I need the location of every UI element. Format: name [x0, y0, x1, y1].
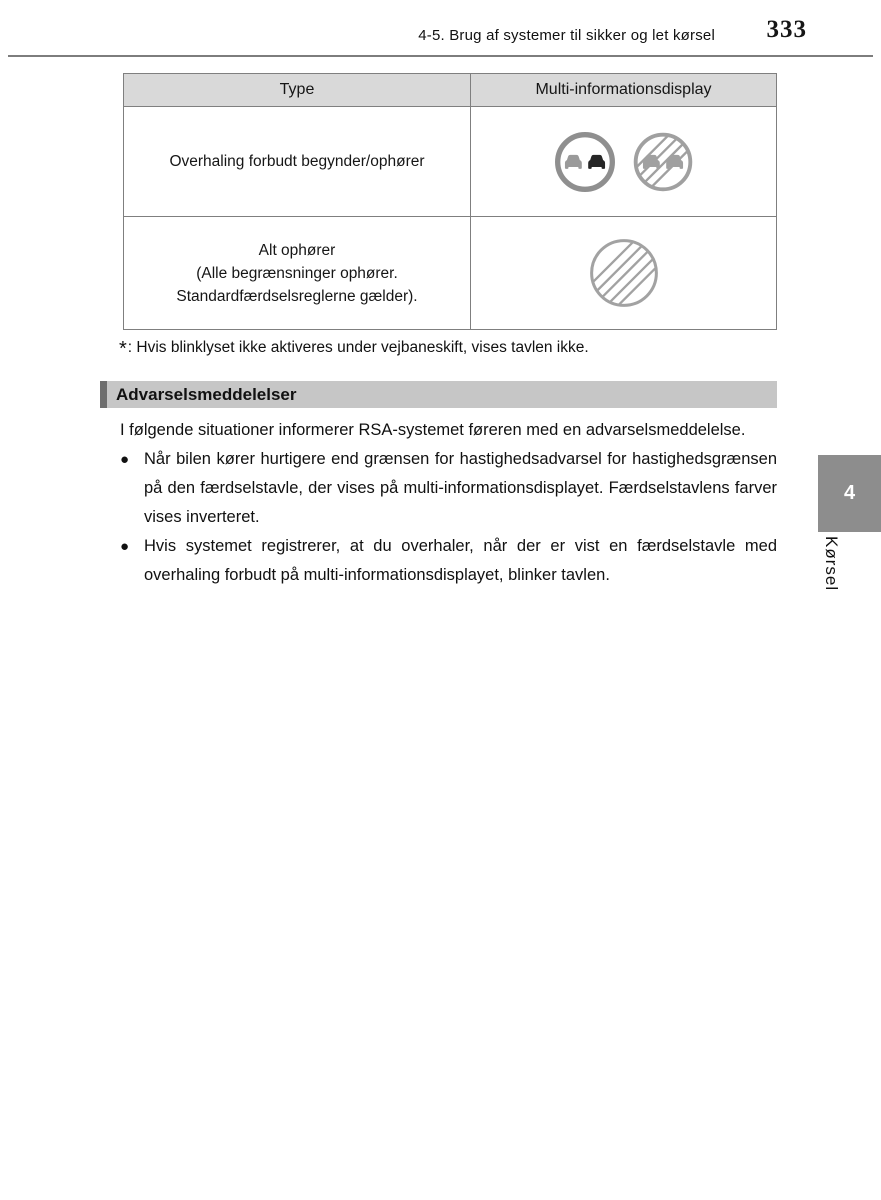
footnote-text: : Hvis blinklyset ikke aktiveres under vejbaneskift, vises tavlen ikke.	[127, 339, 589, 356]
row2-type-line1: Alt ophører	[258, 241, 336, 259]
end-of-all-restrictions-sign-icon	[587, 236, 661, 310]
end-of-no-overtaking-sign-icon	[632, 131, 694, 193]
row2-display-cell	[471, 217, 776, 329]
bullet-icon: ●	[120, 538, 130, 555]
chapter-label: Kørsel	[822, 536, 841, 592]
list-item	[120, 445, 777, 532]
section-heading-bar	[100, 381, 777, 408]
body-copy	[120, 416, 777, 590]
row1-type-text: Overhaling forbudt begynder/ophører	[169, 153, 425, 170]
column-header-type: Type	[124, 74, 471, 106]
running-head-title: 4-5. Brug af systemer til sikker og let kørsel	[418, 27, 715, 44]
footnote	[119, 339, 589, 359]
section-heading-accent	[100, 381, 107, 408]
header-rule	[8, 55, 873, 57]
table-header-row	[124, 74, 776, 107]
chapter-tab	[818, 455, 881, 532]
list-item	[120, 532, 777, 590]
bullet-text: Hvis systemet registrerer, at du overhaler, når der er vist en færdselstavle med overhaling forbudt på multi-informationsdisplayet, blinker tavlen.	[144, 537, 777, 584]
footnote-asterisk: *	[119, 338, 127, 360]
sign-table	[123, 73, 777, 330]
no-overtaking-sign-icon	[554, 131, 616, 193]
row2-type-line3: Standardfærdselsreglerne gælder).	[176, 287, 418, 305]
page-number: 333	[766, 16, 807, 43]
row1-display-cell	[471, 107, 776, 216]
table-row	[124, 107, 776, 217]
row2-type-cell	[124, 217, 471, 329]
intro-paragraph: I følgende situationer informerer RSA-systemet føreren med en advarselsmeddelelse.	[120, 421, 746, 439]
section-heading-title: Advarselsmeddelelser	[116, 384, 297, 404]
chapter-number: 4	[843, 482, 856, 504]
row1-type-cell	[124, 107, 471, 216]
table-row	[124, 217, 776, 329]
bullet-icon: ●	[120, 451, 130, 468]
column-header-display: Multi-informationsdisplay	[535, 81, 712, 98]
section-heading-bg	[107, 381, 777, 408]
bullet-text: Når bilen kører hurtigere end grænsen for hastighedsadvarsel for hastighedsgrænsen på den færdselstavle, der vises på multi-informationsdisplayet. Færdselstavlens farver vises inverteret.	[144, 450, 777, 526]
row2-type-line2: (Alle begrænsninger ophører.	[196, 264, 398, 282]
